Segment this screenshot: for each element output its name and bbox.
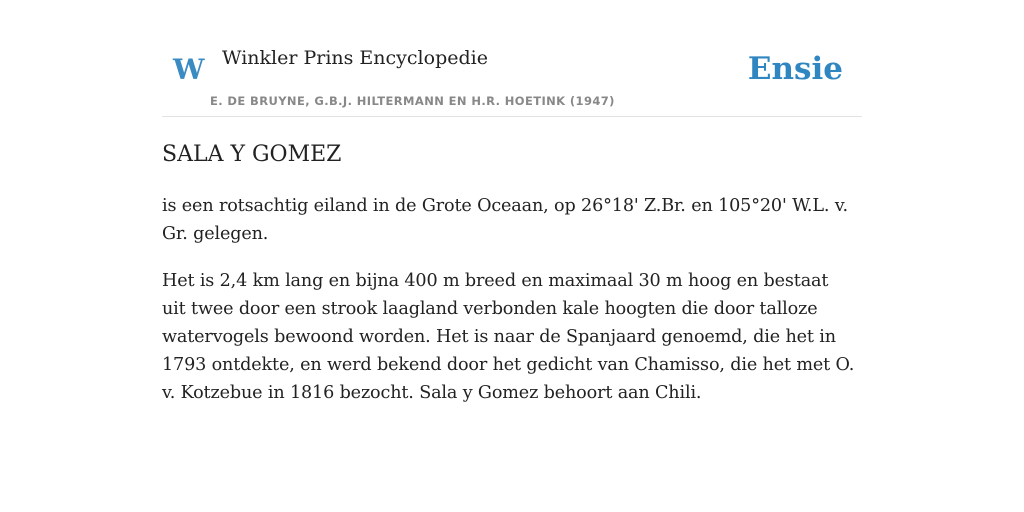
ensie-brand-link[interactable]: Ensie bbox=[747, 51, 843, 87]
entry-paragraph: Het is 2,4 km lang en bijna 400 m breed en maximaal 30 m hoog en bestaat uit twee door een strook laagland verbonden kale hoogten die door talloze watervogels bewoond worden. Het is naar de Spanjaard genoemd, die het in 1793 ontdekte, en werd bekend door het gedicht van Chamisso, die het met O. v. Kotzebue in 1816 bezocht. Sala y Gomez behoort aan Chili. bbox=[162, 271, 855, 403]
encyclopedia-logo[interactable]: W bbox=[173, 53, 205, 86]
encyclopedia-header bbox=[162, 0, 862, 117]
publication-authors: E. DE BRUYNE, G.B.J. HILTERMANN EN H.R. HOETINK (1947) bbox=[210, 94, 615, 108]
entry-body bbox=[162, 192, 856, 426]
publication-title[interactable]: Winkler Prins Encyclopedie bbox=[222, 47, 488, 69]
entry-paragraph: is een rotsachtig eiland in de Grote Oceaan, op 26°18' Z.Br. en 105°20' W.L. v. Gr. gelegen. bbox=[162, 196, 848, 244]
entry-title: SALA Y GOMEZ bbox=[162, 142, 342, 167]
